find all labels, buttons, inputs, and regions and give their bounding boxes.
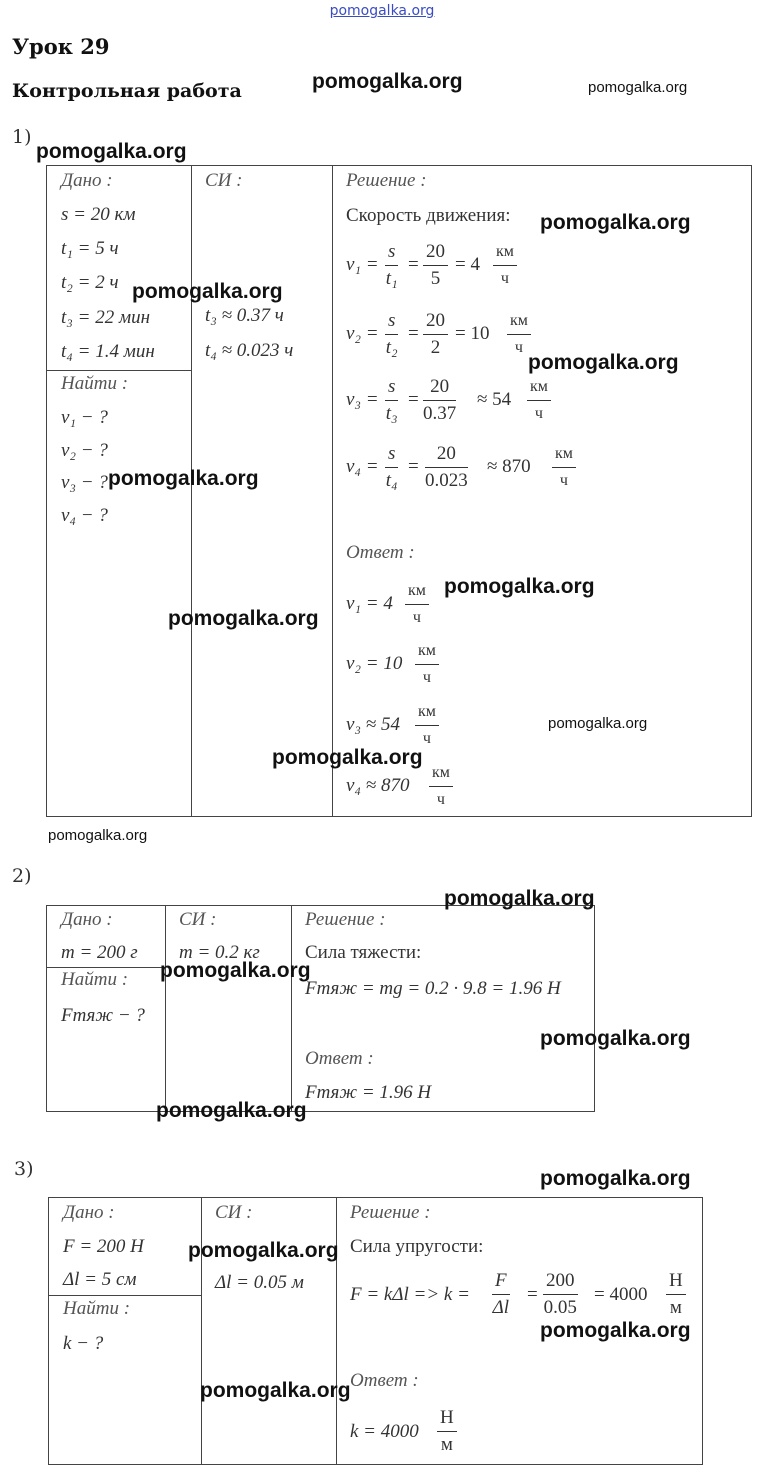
p3-divider-1 — [201, 1198, 202, 1464]
p1-find-2: v₃ − ? — [61, 472, 108, 493]
watermark: pomogalka.org — [36, 140, 187, 163]
problem2-number: 2) — [12, 865, 32, 887]
p3-answer: k = 4000 — [350, 1421, 419, 1442]
p1-f1-lhs: v₁ = — [346, 254, 379, 275]
p1-f1-unit: км ч — [493, 239, 517, 292]
p1-answer-1-unit: км ч — [415, 638, 439, 691]
p1-divider-2 — [332, 166, 333, 816]
p1-f2-eq: = — [408, 323, 419, 344]
p1-f3-eq: = — [408, 389, 419, 410]
p3-eq: = — [527, 1284, 538, 1305]
p1-answer-0-unit: км ч — [405, 578, 429, 631]
p1-f3-frac: $\frac{s}{\text{t₃}}$ — [385, 376, 398, 424]
p2-divider-2 — [291, 906, 292, 1111]
p2-answer-title: Ответ : — [305, 1048, 374, 1069]
watermark: pomogalka.org — [540, 211, 691, 234]
p1-given-4: t₄ = 1.4 мин — [61, 341, 155, 362]
p1-f4-unit: км ч — [552, 441, 576, 494]
p3-frac-1: $\frac{F}{\Delta l}$ — [492, 1270, 510, 1318]
p3-divider-2 — [336, 1198, 337, 1464]
p1-f1-frac: $\frac{s}{\text{t₁}}$ — [385, 241, 398, 289]
problem2-table — [46, 905, 595, 1112]
p1-f1-res: = 4 — [455, 254, 480, 275]
watermark: pomogalka.org — [108, 467, 259, 490]
p3-find-0: k − ? — [63, 1333, 104, 1354]
page-title: Контрольная работа — [12, 80, 242, 102]
p1-f2-frac: $\frac{s}{\text{t₂}}$ — [385, 310, 398, 358]
p1-f4-eq: = — [408, 456, 419, 477]
p2-answer: Fтяж = 1.96 Н — [305, 1082, 432, 1103]
p3-solution-title: Решение : — [350, 1202, 431, 1223]
watermark: pomogalka.org — [156, 1099, 307, 1122]
watermark: pomogalka.org — [540, 1319, 691, 1342]
watermark: pomogalka.org — [540, 1027, 691, 1050]
p3-unit: Н м — [666, 1268, 686, 1321]
p1-si-title: СИ : — [205, 170, 243, 191]
p1-f1-num: $\frac{20}{5}$ — [423, 239, 448, 292]
p2-given-title: Дано : — [61, 909, 113, 930]
watermark: pomogalka.org — [48, 827, 148, 844]
p1-find-0: v₁ − ? — [61, 407, 108, 428]
watermark: pomogalka.org — [528, 351, 679, 374]
p1-answer-2-unit: км ч — [415, 699, 439, 752]
p1-f2-lhs: v₂ = — [346, 323, 379, 344]
p1-answer-3: v₄ ≈ 870 — [346, 775, 410, 796]
p1-f2-num: $\frac{20}{2}$ — [423, 308, 448, 361]
p1-answer-1: v₂ = 10 — [346, 653, 403, 674]
watermark: pomogalka.org — [312, 70, 463, 93]
watermark: pomogalka.org — [200, 1379, 351, 1402]
p1-f2-res: = 10 — [455, 323, 490, 344]
p2-find-0: Fтяж − ? — [61, 1005, 145, 1026]
p1-given-1: t₁ = 5 ч — [61, 238, 119, 259]
watermark: pomogalka.org — [132, 280, 283, 303]
p1-si-1: t₄ ≈ 0.023 ч — [205, 340, 294, 361]
p1-given-title: Дано : — [61, 170, 113, 191]
p1-divider-1 — [191, 166, 192, 816]
watermark: pomogalka.org — [160, 959, 311, 982]
p1-solution-title: Решение : — [346, 170, 427, 191]
p1-f1-eq: = — [408, 254, 419, 275]
p2-solution-text: Сила тяжести: — [305, 942, 422, 963]
p2-divider-1 — [165, 906, 166, 1111]
p1-f4-lhs: v₄ = — [346, 456, 379, 477]
p1-answer-title: Ответ : — [346, 542, 415, 563]
p1-f3-num: $\frac{20}{0.37}$ — [423, 376, 457, 424]
p2-si-0: m = 0.2 кг — [179, 942, 260, 963]
p1-find-3: v₄ − ? — [61, 505, 108, 526]
problem1-number: 1) — [12, 126, 32, 148]
p1-f3-lhs: v₃ = — [346, 389, 379, 410]
p3-find-title: Найти : — [63, 1298, 131, 1319]
p3-answer-title: Ответ : — [350, 1370, 419, 1391]
p2-given-find-divider — [47, 967, 165, 968]
p3-given-1: Δl = 5 см — [63, 1269, 137, 1290]
p1-f4-num: $\frac{20}{0.023}$ — [425, 443, 468, 491]
p3-given-find-divider — [49, 1295, 201, 1296]
p1-f4-res: ≈ 870 — [487, 456, 531, 477]
watermark: pomogalka.org — [188, 1239, 339, 1262]
p2-formula: Fтяж = mg = 0.2 · 9.8 = 1.96 Н — [305, 978, 561, 999]
p1-given-3: t₃ = 22 мин — [61, 307, 151, 328]
watermark: pomogalka.org — [272, 746, 423, 769]
top-watermark-link[interactable]: pomogalka.org — [329, 3, 435, 19]
p1-answer-2: v₃ ≈ 54 — [346, 714, 400, 735]
p3-answer-unit: Н м — [437, 1405, 457, 1458]
p3-formula-lhs: F = kΔl => k = — [350, 1284, 470, 1305]
p1-f2-unit: км ч — [507, 308, 531, 361]
p1-given-0: s = 20 км — [61, 204, 136, 225]
p2-given-0: m = 200 г — [61, 942, 138, 963]
watermark: pomogalka.org — [540, 1167, 691, 1190]
p1-si-0: t₃ ≈ 0.37 ч — [205, 305, 284, 326]
p1-find-title: Найти : — [61, 373, 129, 394]
watermark: pomogalka.org — [444, 887, 595, 910]
p3-si-0: Δl = 0.05 м — [215, 1272, 304, 1293]
p3-si-title: СИ : — [215, 1202, 253, 1223]
lesson-title: Урок 29 — [12, 34, 110, 59]
p3-formula-res: = 4000 — [594, 1284, 648, 1305]
watermark: pomogalka.org — [548, 715, 648, 732]
p1-given-find-divider — [47, 370, 191, 371]
p3-solution-text: Сила упругости: — [350, 1236, 484, 1257]
p1-solution-text: Скорость движения: — [346, 205, 511, 226]
problem3-number: 3) — [14, 1158, 34, 1180]
p2-si-title: СИ : — [179, 909, 217, 930]
p2-solution-title: Решение : — [305, 909, 386, 930]
p3-given-0: F = 200 Н — [63, 1236, 144, 1257]
p2-find-title: Найти : — [61, 969, 129, 990]
p1-given-2: t₂ = 2 ч — [61, 272, 119, 293]
p1-answer-3-unit: км ч — [429, 760, 453, 813]
p3-given-title: Дано : — [63, 1202, 115, 1223]
p1-f3-unit: км ч — [527, 374, 551, 427]
p3-frac-2: $\frac{200}{0.05}$ — [543, 1270, 577, 1318]
p1-find-1: v₂ − ? — [61, 440, 108, 461]
p1-answer-0: v₁ = 4 — [346, 593, 393, 614]
watermark: pomogalka.org — [168, 607, 319, 630]
watermark: pomogalka.org — [444, 575, 595, 598]
p1-f3-res: ≈ 54 — [477, 389, 512, 410]
p1-f4-frac: $\frac{s}{\text{t₄}}$ — [385, 443, 398, 491]
watermark: pomogalka.org — [588, 79, 688, 96]
